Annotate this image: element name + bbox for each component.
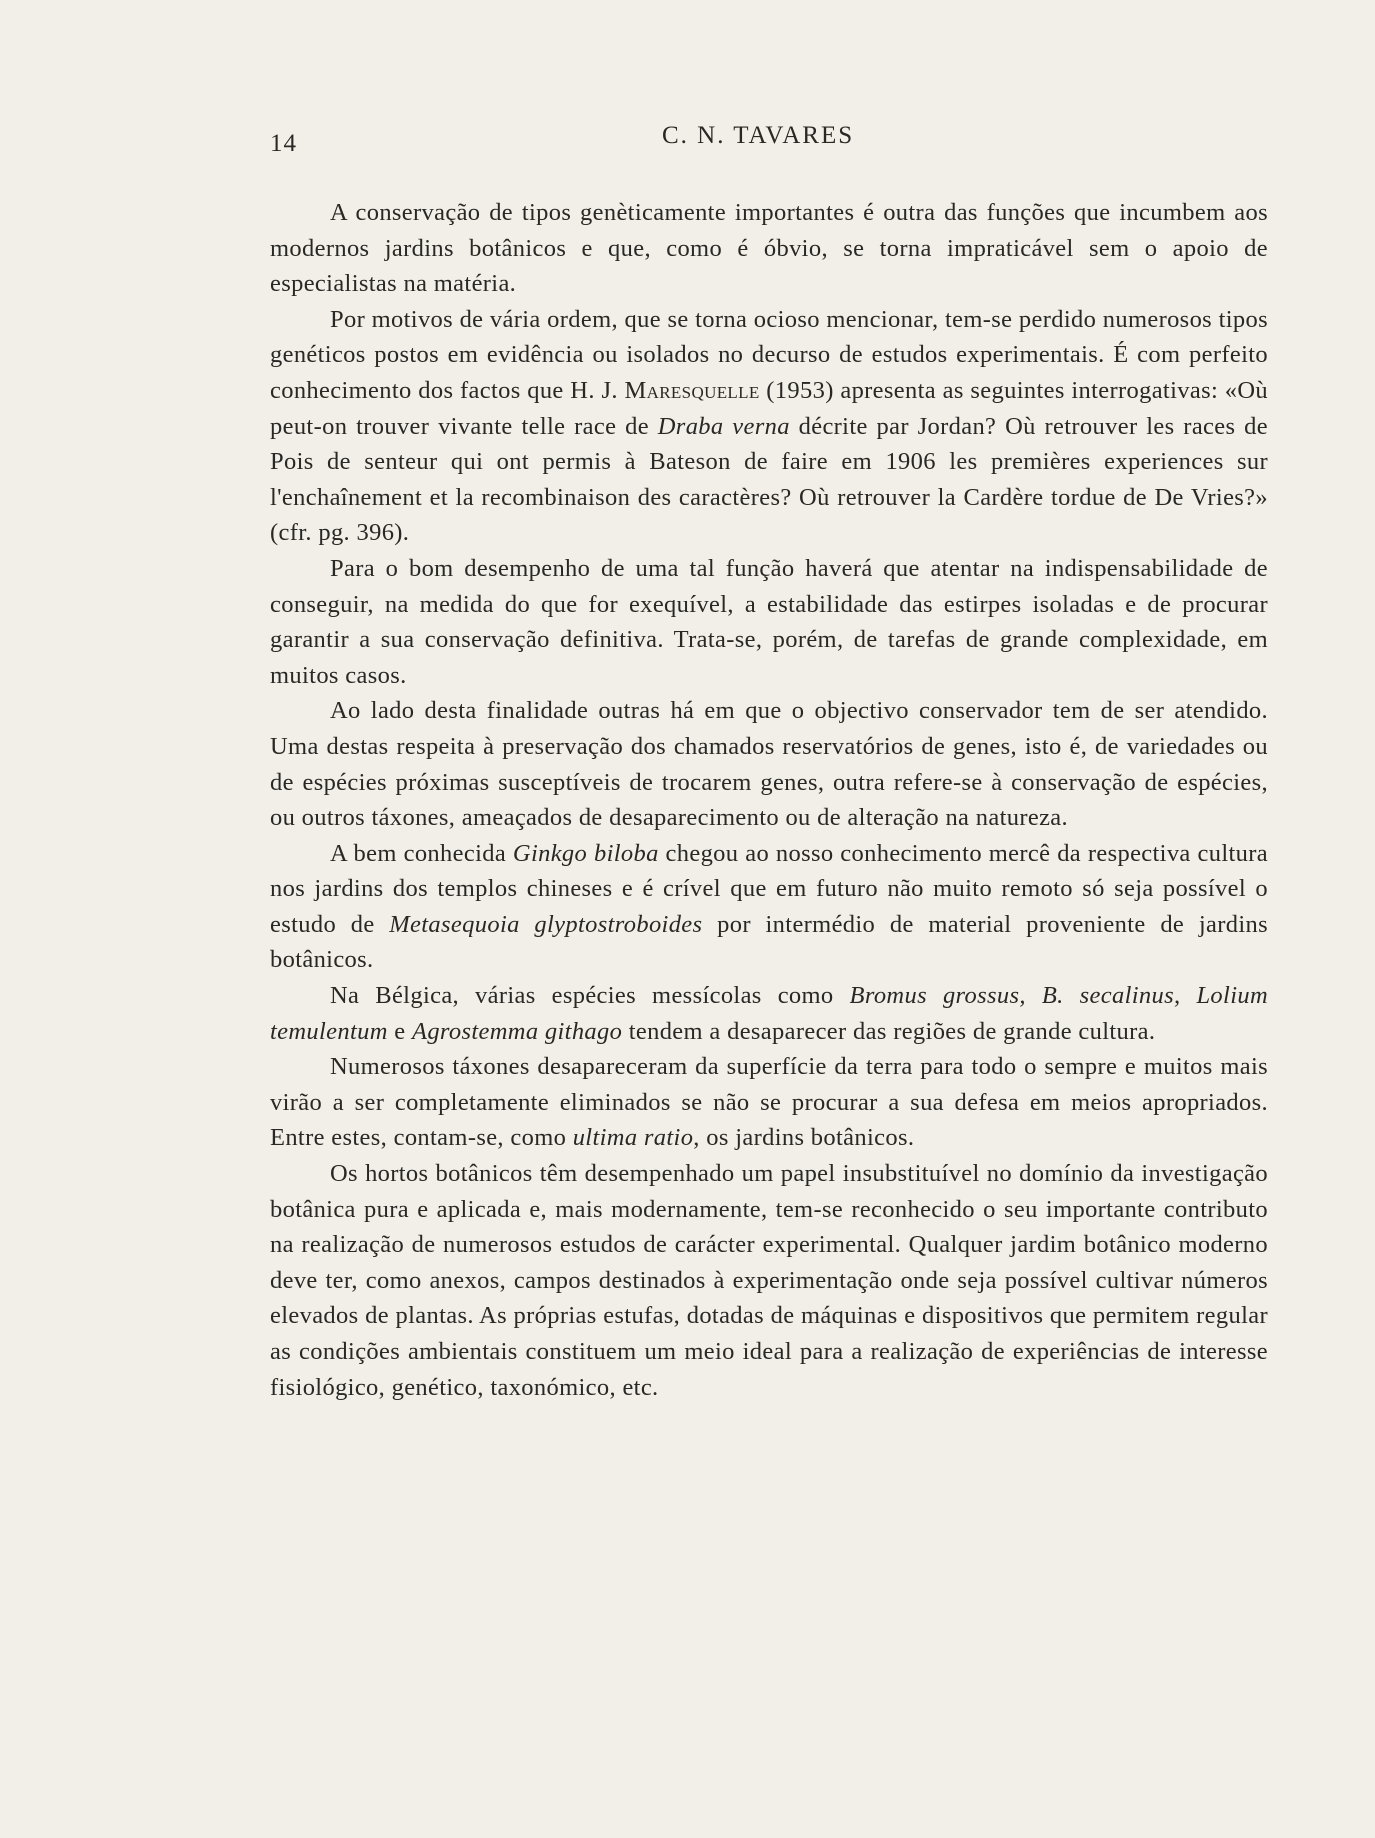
paragraph-text: Para o bom desempenho de uma tal função haverá que atentar na indispensabilidade de conseguir, na medida do que for exequível, a estabilidade das estirpes isoladas e de procurar garantir a sua conservação definitiva. Trata-se, porém, de tarefas de grande complexidade, em muitos casos. xyxy=(270,554,1268,689)
latin-phrase-italic: ultima ratio xyxy=(572,1124,694,1152)
species-name-italic: Bromus grossus, B. secalinus, Lolium temulentum xyxy=(270,982,1268,1045)
species-name-italic: Ginkgo biloba xyxy=(512,839,659,867)
body-text xyxy=(270,195,1268,1405)
paragraph-4 xyxy=(270,693,1268,835)
paragraph-3 xyxy=(270,551,1268,693)
paragraph-text: (1953) apresenta as seguintes interrogativas: «Où peut-on trouver vivante telle race de xyxy=(270,376,1268,440)
paragraph-8 xyxy=(270,1156,1268,1405)
paragraph-text: Na Bélgica, várias espécies messícolas como xyxy=(330,982,850,1010)
paragraph-2 xyxy=(270,302,1268,551)
paragraph-text: Os hortos botânicos têm desempenhado um papel insubstituível no domínio da investigação botânica pura e aplicada e, mais modernamente, tem-se reconhecido o seu importante contributo na realização de numerosos estudos de carácter experimental. Qualquer jardim botânico moderno deve ter, como anexos, campos destinados à experimentação onde seja possível cultivar números elevados de plantas. As próprias estufas, dotadas de máquinas e dispositivos que permitem regular as condições ambientais constituem um meio ideal para a realização de experiências de interesse fisiológico, genético, taxonómico, etc. xyxy=(270,1160,1268,1401)
paragraph-text: Por motivos de vária ordem, que se torna ocioso mencionar, tem-se perdido numerosos tipos genéticos postos em evidência ou isolados no decurso de estudos experimentais. É com perfeito conhecimento dos factos que H. J. xyxy=(270,305,1268,404)
paragraph-5 xyxy=(270,836,1268,978)
author-name-small-caps: Maresquelle xyxy=(624,376,760,404)
paragraph-text: décrite par Jordan? Où retrouver les races de Pois de senteur qui ont permis à Bateson de faire em 1906 les premières experiences sur l'enchaînement et la recombinaison des caractères? Où retrouver la Cardère tordue de De Vries?» (cfr. pg. 396). xyxy=(270,412,1268,547)
paragraph-text: chegou ao nosso conhecimento mercê da respectiva cultura nos jardins dos templos chineses e é crível que em futuro não muito remoto só seja possível o estudo de xyxy=(270,839,1268,938)
paragraph-text: Numerosos táxones desapareceram da superfície da terra para todo o sempre e muitos mais virão a ser completamente eliminados se não se procurar a sua defesa em meios apropriados. Entre estes, contam-se, como xyxy=(270,1053,1268,1152)
paragraph-text: por intermédio de material proveniente de jardins botânicos. xyxy=(270,910,1268,974)
paragraph-6 xyxy=(270,978,1268,1049)
page-number: 14 xyxy=(270,130,297,157)
species-name-italic: Metasequoia glyptostroboides xyxy=(389,910,703,938)
paragraph-text: A conservação de tipos genèticamente importantes é outra das funções que incumbem aos modernos jardins botânicos e que, como é óbvio, se torna impraticável sem o apoio de especialistas na matéria. xyxy=(270,199,1268,298)
paragraph-1 xyxy=(270,195,1268,302)
paragraph-text: tendem a desaparecer das regiões de grande cultura. xyxy=(622,1017,1156,1045)
running-head xyxy=(270,122,1270,162)
paragraph-text: A bem conhecida xyxy=(330,839,513,867)
paragraph-text: Ao lado desta finalidade outras há em que o objectivo conservador tem de ser atendido. Uma destas respeita à preservação dos chamados reservatórios de genes, isto é, de variedades ou de espécies próximas susceptíveis de trocarem genes, outra refere-se à conservação de espécies, ou outros táxones, ameaçados de desaparecimento ou de alteração na natureza. xyxy=(270,697,1268,832)
paragraph-text: , os jardins botânicos. xyxy=(693,1124,915,1152)
paragraph-7 xyxy=(270,1049,1268,1156)
paragraph-text: e xyxy=(387,1017,412,1045)
running-head-author: C. N. TAVARES xyxy=(662,122,855,149)
species-name-italic: Draba verna xyxy=(657,412,790,440)
species-name-italic: Agrostemma githago xyxy=(412,1017,623,1045)
